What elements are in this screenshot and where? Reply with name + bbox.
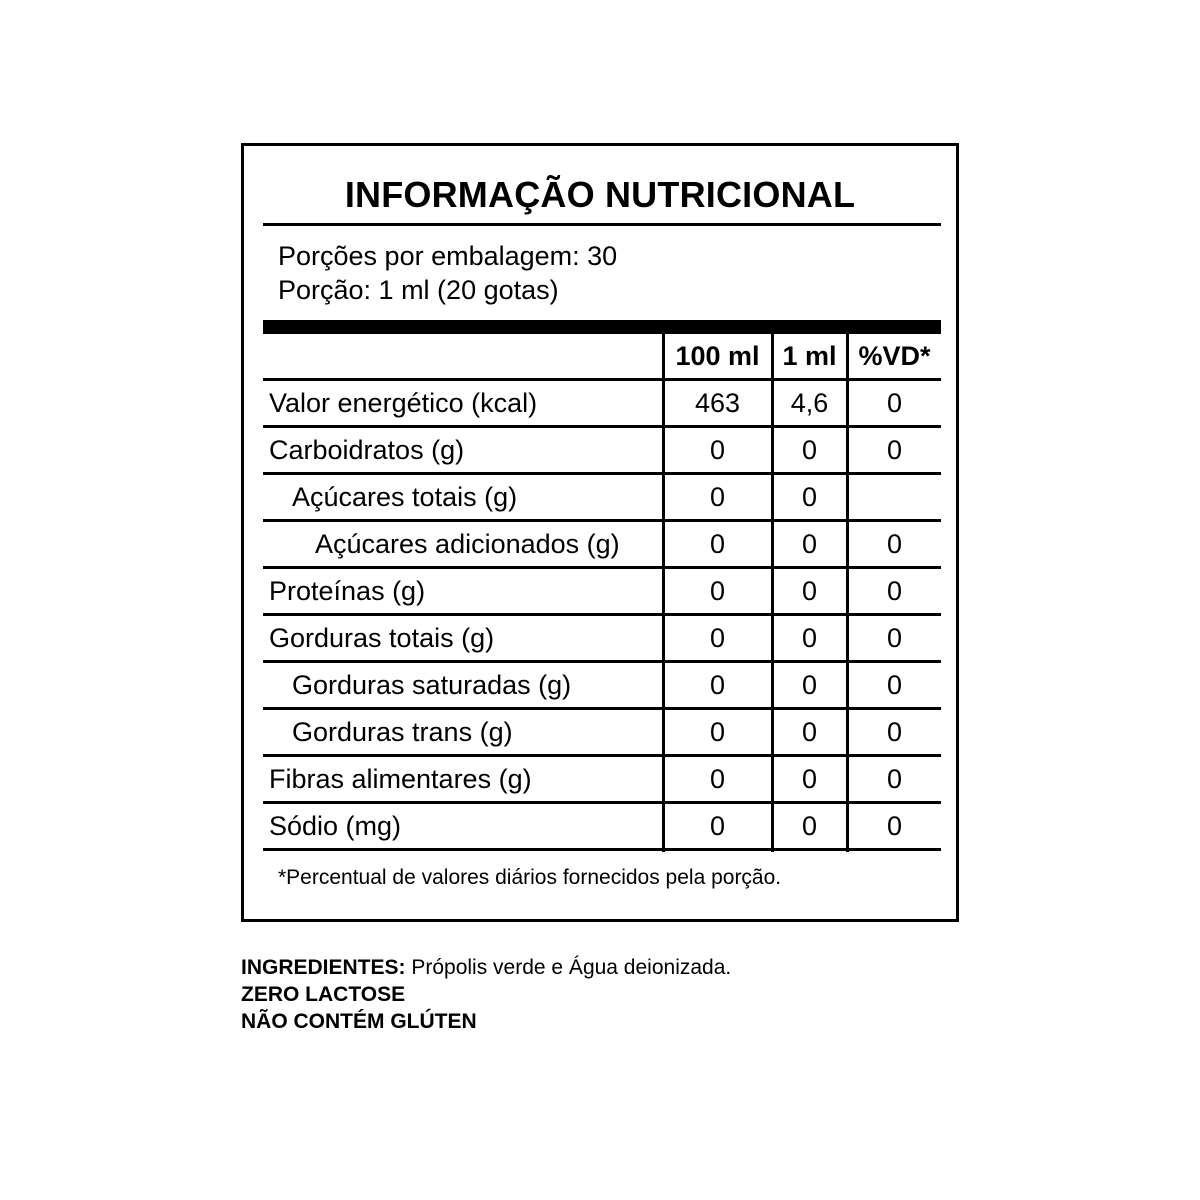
column-header-100ml: 100 ml <box>675 341 760 371</box>
row-label: Fibras alimentares (g) <box>269 764 532 794</box>
row-label: Carboidratos (g) <box>269 435 465 465</box>
thick-divider <box>263 320 941 334</box>
table-row <box>263 616 941 663</box>
value-100ml: 0 <box>709 623 726 653</box>
column-divider <box>846 334 849 852</box>
ingredients-text: Própolis verde e Água deionizada. <box>405 956 732 979</box>
value-100ml: 0 <box>709 529 726 559</box>
value-100ml: 0 <box>709 576 726 606</box>
value-vd <box>848 475 941 519</box>
value-1ml: 0 <box>801 482 818 512</box>
claim-gluten-free: NÃO CONTÉM GLÚTEN <box>241 1010 477 1033</box>
table-row <box>263 475 941 522</box>
value-1ml: 0 <box>801 670 818 700</box>
ingredients-line <box>241 954 731 981</box>
footnote: *Percentual de valores diários fornecidos pela porção. <box>278 866 782 889</box>
table-row <box>263 804 941 851</box>
value-vd: 0 <box>886 764 903 794</box>
value-100ml: 0 <box>709 435 726 465</box>
claim-zero-lactose: ZERO LACTOSE <box>241 983 406 1006</box>
value-vd: 0 <box>886 388 903 418</box>
panel-title: INFORMAÇÃO NUTRICIONAL <box>344 174 856 215</box>
value-1ml: 0 <box>801 576 818 606</box>
table-row <box>263 381 941 428</box>
value-1ml: 0 <box>801 717 818 747</box>
value-vd: 0 <box>886 717 903 747</box>
value-100ml: 0 <box>709 717 726 747</box>
value-100ml: 0 <box>709 670 726 700</box>
value-vd: 0 <box>886 576 903 606</box>
column-header-vd: %VD* <box>858 341 931 371</box>
column-divider <box>771 334 774 852</box>
serving-size: Porção: 1 ml (20 gotas) <box>278 275 559 305</box>
value-vd: 0 <box>886 623 903 653</box>
value-100ml: 0 <box>709 764 726 794</box>
table-row <box>263 428 941 475</box>
row-label: Açúcares adicionados (g) <box>315 529 620 559</box>
row-label: Valor energético (kcal) <box>269 388 538 418</box>
column-divider <box>662 334 665 852</box>
value-100ml: 0 <box>709 811 726 841</box>
title-divider <box>263 223 941 226</box>
value-1ml: 0 <box>801 764 818 794</box>
value-vd: 0 <box>886 670 903 700</box>
table-row <box>263 757 941 804</box>
row-label: Gorduras trans (g) <box>292 717 513 747</box>
value-1ml: 0 <box>801 811 818 841</box>
table-header-row <box>263 334 941 381</box>
ingredients-block <box>241 954 731 1035</box>
value-1ml: 0 <box>801 529 818 559</box>
row-label: Proteínas (g) <box>269 576 426 606</box>
value-1ml: 4,6 <box>790 388 829 418</box>
table-row <box>263 522 941 569</box>
value-vd: 0 <box>886 811 903 841</box>
row-label: Gorduras totais (g) <box>269 623 495 653</box>
value-100ml: 0 <box>709 482 726 512</box>
row-label: Açúcares totais (g) <box>292 482 518 512</box>
nutrition-facts-panel <box>241 143 959 922</box>
value-1ml: 0 <box>801 623 818 653</box>
value-vd: 0 <box>886 529 903 559</box>
table-row <box>263 710 941 757</box>
row-label: Gorduras saturadas (g) <box>292 670 572 700</box>
column-header-1ml: 1 ml <box>782 341 837 371</box>
table-row <box>263 569 941 616</box>
value-1ml: 0 <box>801 435 818 465</box>
value-vd: 0 <box>886 435 903 465</box>
row-label: Sódio (mg) <box>269 811 402 841</box>
ingredients-label: INGREDIENTES: <box>241 956 406 979</box>
table-row <box>263 663 941 710</box>
value-100ml: 463 <box>694 388 741 418</box>
servings-per-package: Porções por embalagem: 30 <box>278 241 618 271</box>
